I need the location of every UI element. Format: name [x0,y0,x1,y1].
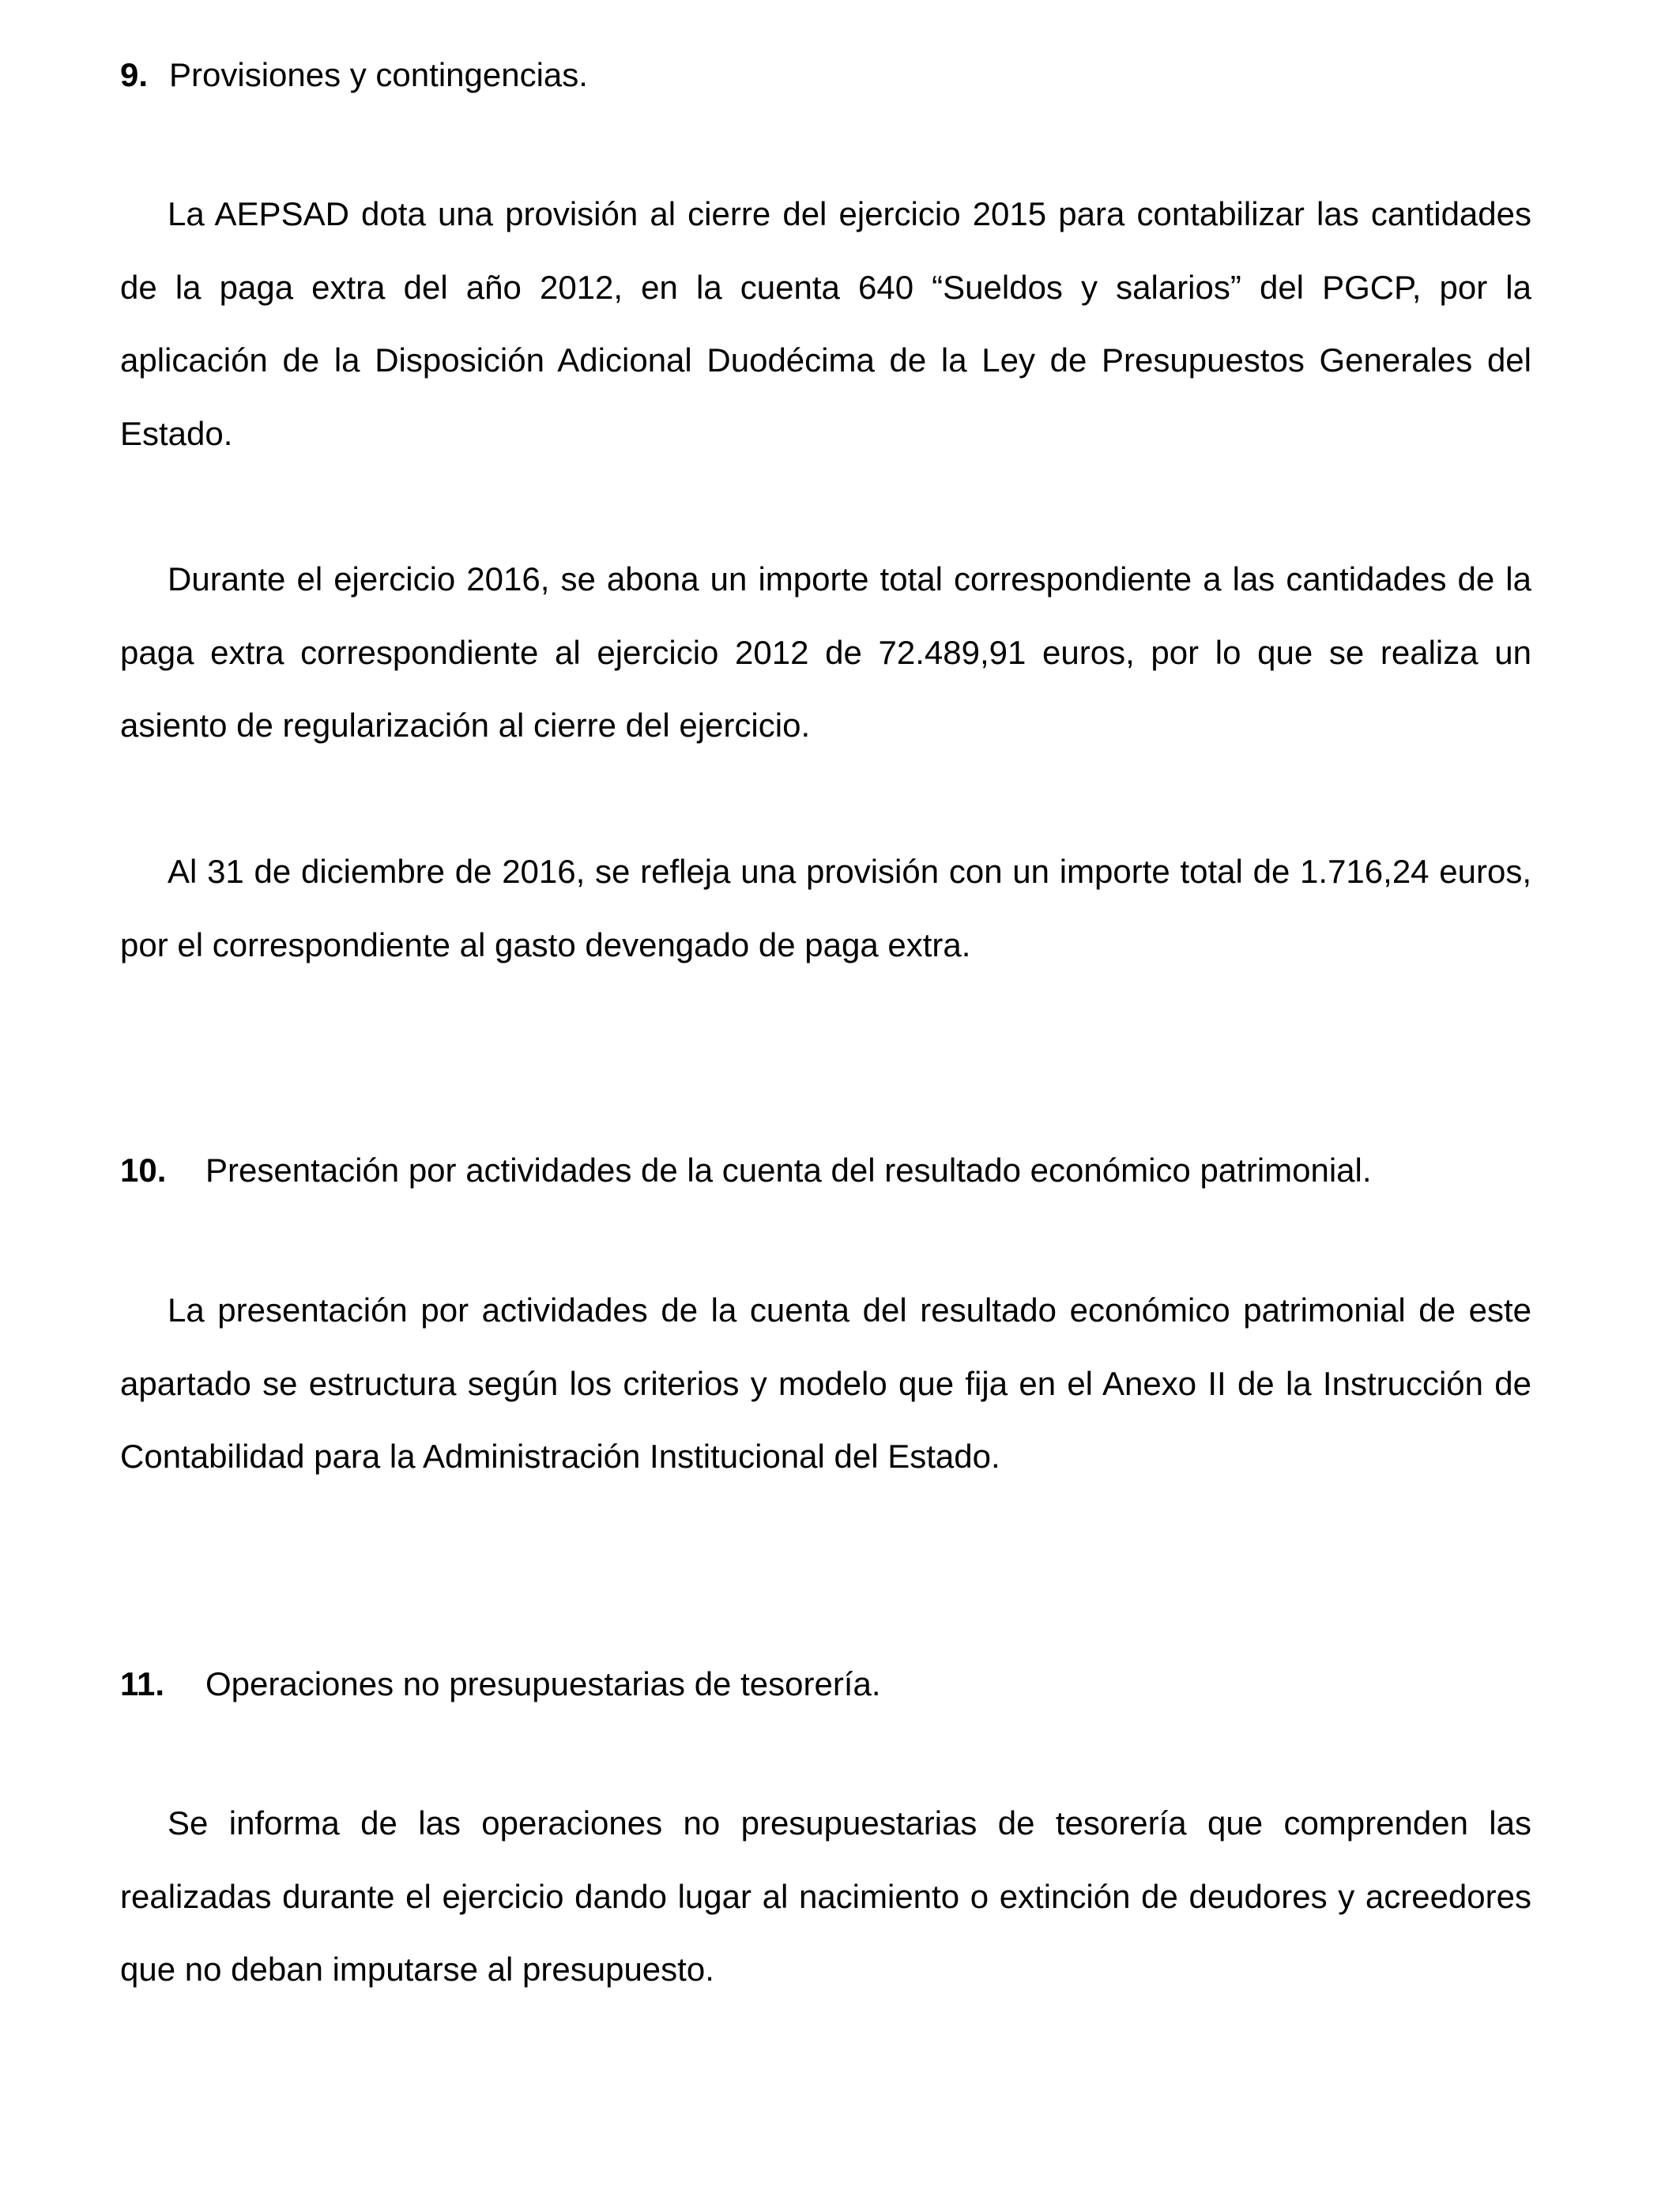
paragraph: Se informa de las operaciones no presupuestarias de tesorería que comprenden las realizadas durante el ejercicio dando lugar al nacimiento o extinción de deudores y acreedores que no deban imputarse al presupuesto. [120,1804,1531,1988]
section-9-heading [120,58,588,92]
paragraph: Durante el ejercicio 2016, se abona un importe total correspondiente a las cantidades de la paga extra correspondiente al ejercicio 2012 de 72.489,91 euros, por lo que se realiza un asiento de regularización al cierre del ejercicio. [120,560,1531,744]
section-title: Provisiones y contingencias. [169,56,588,93]
section-number: 10. [120,1152,167,1189]
paragraph: Al 31 de diciembre de 2016, se refleja una provisión con un importe total de 1.716,24 euros, por el correspondiente al gasto devengado de paga extra. [120,853,1531,963]
section-title: Presentación por actividades de la cuenta del resultado económico patrimonial. [205,1152,1372,1189]
paragraph: La AEPSAD dota una provisión al cierre del ejercicio 2015 para contabilizar las cantidades de la paga extra del año 2012, en la cuenta 640 “Sueldos y salarios” del PGCP, por la aplicación de la Disposición Adicional Duodécima de la Ley de Presupuestos Generales del Estado. [120,195,1531,452]
section-number: 9. [120,56,149,93]
section-title: Operaciones no presupuestarias de tesorería. [205,1665,881,1702]
section-number: 11. [120,1665,165,1702]
paragraph: La presentación por actividades de la cuenta del resultado económico patrimonial de este apartado se estructura según los criterios y modelo que fija en el Anexo II de la Instrucción de Contabilidad para la Administración Institucional del Estado. [120,1291,1531,1475]
section-11-heading [120,1665,881,1702]
section-10-heading [120,1154,1372,1187]
